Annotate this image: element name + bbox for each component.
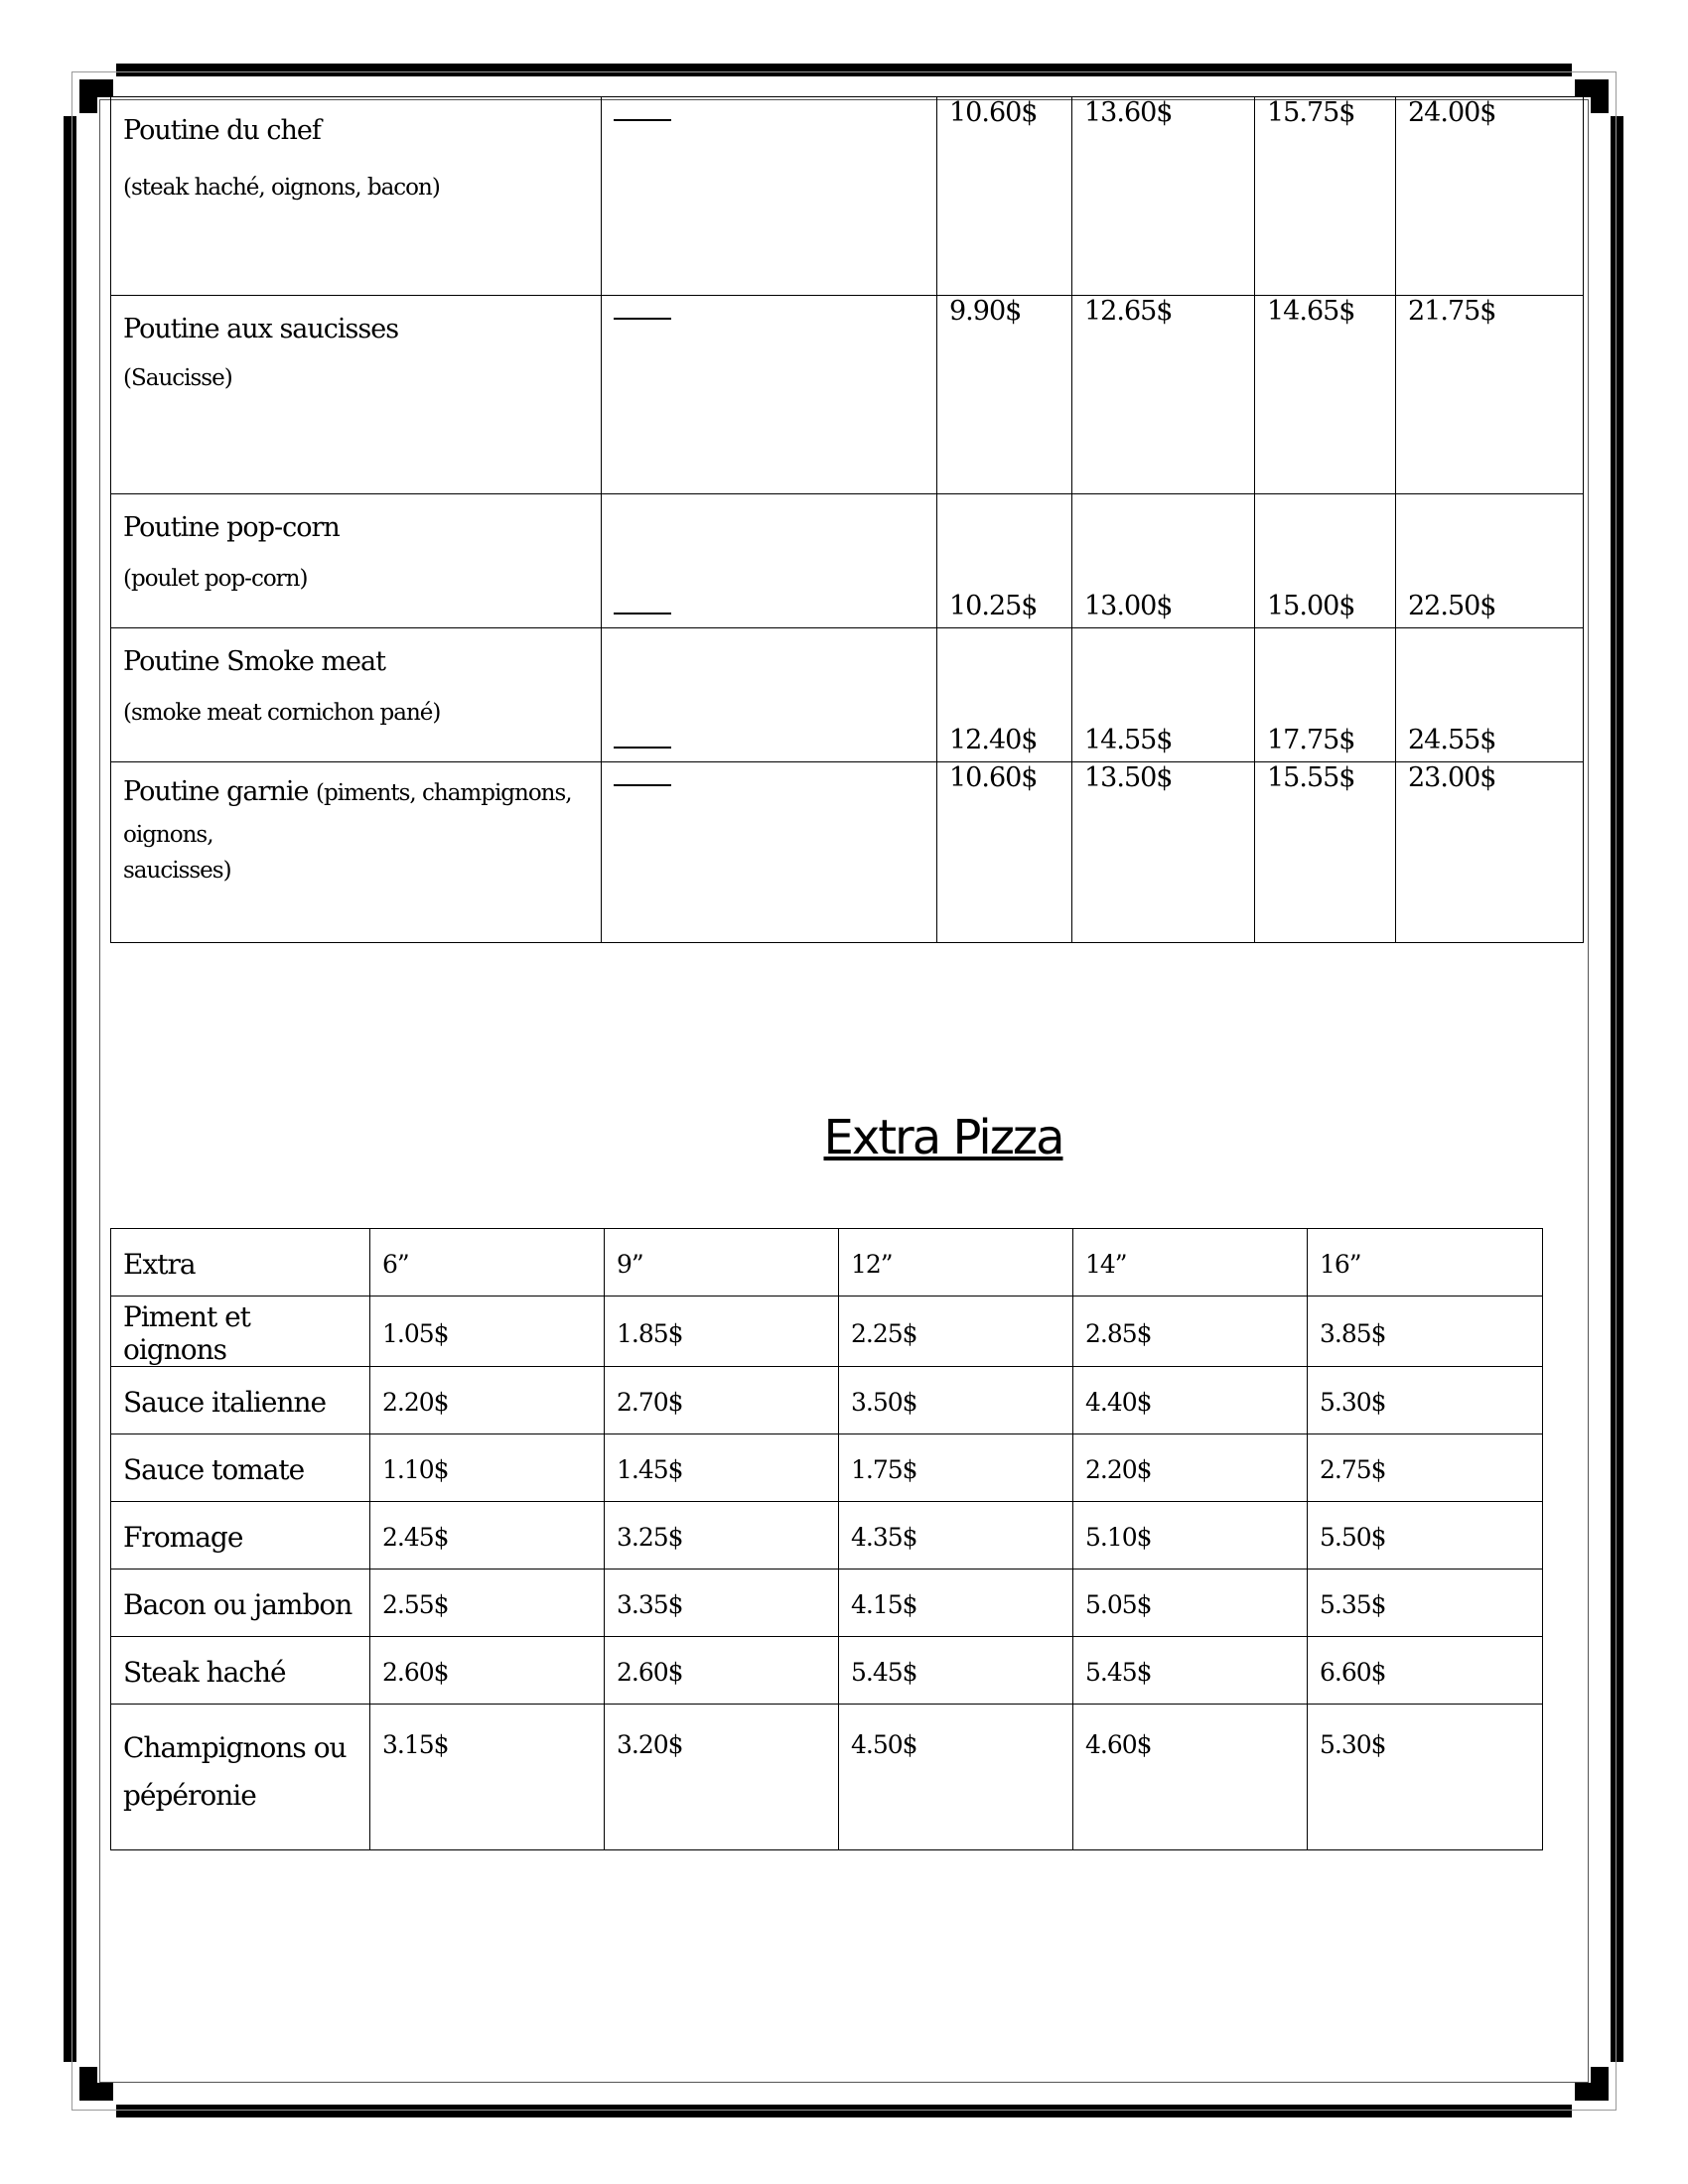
extra-price: 2.20$ [1073,1434,1308,1502]
poutine-price: 21.75$ [1396,296,1584,494]
extra-price: 2.70$ [605,1367,839,1434]
extra-price: 5.05$ [1073,1570,1308,1637]
poutine-price: 13.50$ [1072,762,1255,943]
poutine-desc-line: saucisses) [123,857,231,884]
extra-pizza-table [110,1228,1543,1850]
poutine-name-cell [111,494,602,628]
poutine-price: 15.00$ [1255,494,1396,628]
extra-price: 1.85$ [605,1297,839,1367]
poutine-price: 10.25$ [937,494,1072,628]
poutine-dash [614,306,671,320]
poutine-name-cell [111,762,602,943]
poutine-price: 22.50$ [1396,494,1584,628]
poutine-name: Poutine aux saucisses [123,314,399,344]
poutine-name: Poutine du chef [123,115,321,146]
table-header-row [111,1229,1543,1297]
table-row [111,1570,1543,1637]
poutine-price: 14.65$ [1255,296,1396,494]
extra-item-line: pépéronie [123,1778,256,1812]
extra-price: 2.25$ [839,1297,1073,1367]
extra-price: 5.45$ [839,1637,1073,1705]
poutine-price: 12.40$ [937,628,1072,762]
column-header: 12” [839,1229,1073,1297]
extra-price: 2.85$ [1073,1297,1308,1367]
poutine-price: 10.60$ [937,762,1072,943]
poutine-dash [614,735,671,749]
extra-price: 5.35$ [1308,1570,1543,1637]
poutine-name-cell [111,628,602,762]
extra-item: Sauce italienne [111,1367,370,1434]
table-row [111,628,1584,762]
poutine-dash-cell [602,494,937,628]
column-header: 14” [1073,1229,1308,1297]
column-header: 16” [1308,1229,1543,1297]
extra-price: 2.55$ [370,1570,605,1637]
poutine-price: 17.75$ [1255,628,1396,762]
extra-item: Bacon ou jambon [111,1570,370,1637]
extra-price: 5.45$ [1073,1637,1308,1705]
extra-price: 4.50$ [839,1705,1073,1850]
extra-price: 5.30$ [1308,1705,1543,1850]
extra-price: 6.60$ [1308,1637,1543,1705]
poutine-name: Poutine pop-corn [123,512,340,543]
poutine-desc: (Saucisse) [123,365,232,392]
table-row [111,1637,1543,1705]
extra-price: 4.15$ [839,1570,1073,1637]
poutine-name: Poutine garnie [123,776,309,807]
section-title: Extra Pizza [823,1110,1063,1165]
extra-price: 3.15$ [370,1705,605,1850]
extra-item: Steak haché [111,1637,370,1705]
poutine-table [110,96,1584,943]
table-row [111,296,1584,494]
poutine-desc: (poulet pop-corn) [123,566,308,593]
extra-price: 1.05$ [370,1297,605,1367]
poutine-name-cell [111,296,602,494]
poutine-price: 24.00$ [1396,97,1584,296]
column-header: Extra [111,1229,370,1297]
extra-price: 2.60$ [370,1637,605,1705]
table-row [111,762,1584,943]
table-row [111,494,1584,628]
extra-price: 4.35$ [839,1502,1073,1570]
extra-price: 5.50$ [1308,1502,1543,1570]
extra-price: 5.30$ [1308,1367,1543,1434]
poutine-desc: (piments, champignons, [316,780,572,806]
poutine-dash-cell [602,296,937,494]
poutine-price: 9.90$ [937,296,1072,494]
extra-item-line: Champignons ou [123,1731,347,1764]
poutine-price: 13.60$ [1072,97,1255,296]
extra-price: 1.75$ [839,1434,1073,1502]
poutine-price: 14.55$ [1072,628,1255,762]
extra-price: 2.20$ [370,1367,605,1434]
extra-item: Sauce tomate [111,1434,370,1502]
extra-item [111,1705,370,1850]
table-row [111,1434,1543,1502]
poutine-price: 23.00$ [1396,762,1584,943]
poutine-desc: (steak haché, oignons, bacon) [123,175,440,202]
extra-item: Piment et oignons [111,1297,370,1367]
extra-price: 1.45$ [605,1434,839,1502]
poutine-price: 13.00$ [1072,494,1255,628]
table-row [111,1705,1543,1850]
extra-price: 3.85$ [1308,1297,1543,1367]
extra-price: 2.60$ [605,1637,839,1705]
extra-price: 2.75$ [1308,1434,1543,1502]
extra-price: 4.60$ [1073,1705,1308,1850]
poutine-desc-line: oignons, [123,822,213,849]
poutine-dash [614,772,671,786]
extra-price: 3.20$ [605,1705,839,1850]
extra-price: 3.35$ [605,1570,839,1637]
extra-price: 5.10$ [1073,1502,1308,1570]
extra-price: 1.10$ [370,1434,605,1502]
table-row [111,1297,1543,1367]
poutine-dash-cell [602,97,937,296]
poutine-price: 12.65$ [1072,296,1255,494]
poutine-price: 15.55$ [1255,762,1396,943]
table-row [111,1502,1543,1570]
poutine-name-cell [111,97,602,296]
poutine-dash-cell [602,762,937,943]
poutine-dash-cell [602,628,937,762]
poutine-price: 24.55$ [1396,628,1584,762]
poutine-name: Poutine Smoke meat [123,646,385,677]
table-row [111,1367,1543,1434]
column-header: 9” [605,1229,839,1297]
poutine-price: 15.75$ [1255,97,1396,296]
extra-price: 4.40$ [1073,1367,1308,1434]
poutine-dash [614,601,671,614]
poutine-price: 10.60$ [937,97,1072,296]
extra-item: Fromage [111,1502,370,1570]
extra-price: 3.50$ [839,1367,1073,1434]
poutine-desc: (smoke meat cornichon pané) [123,700,441,727]
poutine-dash [614,107,671,121]
table-row [111,97,1584,296]
extra-price: 3.25$ [605,1502,839,1570]
column-header: 6” [370,1229,605,1297]
extra-price: 2.45$ [370,1502,605,1570]
